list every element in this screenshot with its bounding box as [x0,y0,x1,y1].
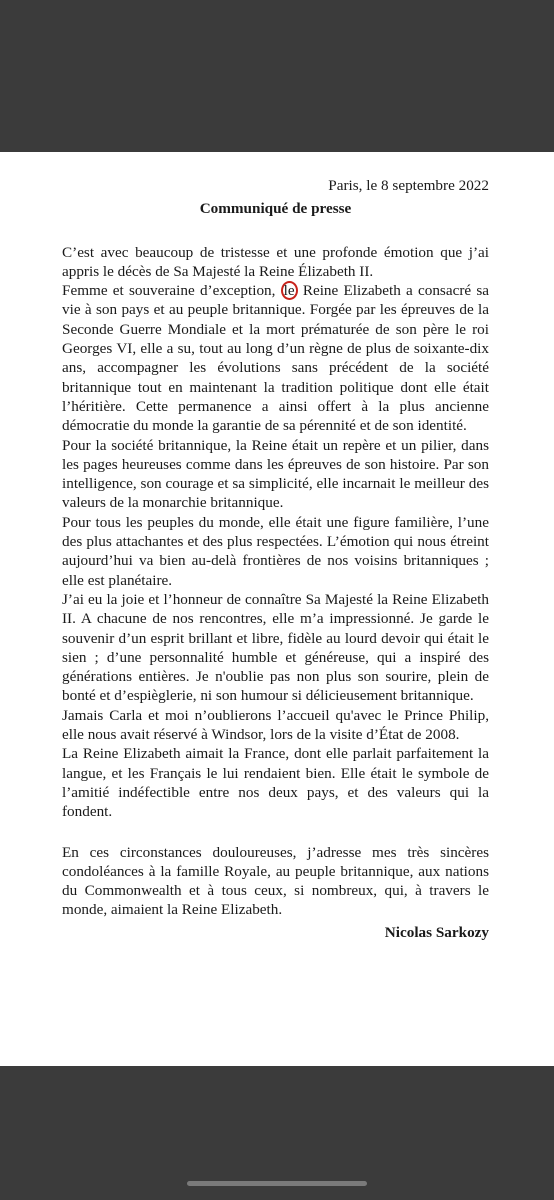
paragraph-6: Jamais Carla et moi n’oublierons l’accueil qu'avec le Prince Philip, elle nous avait réservé à Windsor, lors de la visite d’État de 2008. [62,706,489,744]
top-dark-band [0,0,554,152]
paragraph-2-start: Femme et souveraine d’exception, [62,282,281,300]
paragraph-5: J’ai eu la joie et l’honneur de connaître Sa Majesté la Reine Elizabeth II. A chacune de nos rencontres, elle m’a impressionné. Je garde le souvenir d’un esprit brillant et libre, fidèle au lourd devoir qui était le sien ; d’une personnalité humble et généreuse, qui a inspiré des générations entières. Je n'oublie pas non plus son sourire, plein de bonté et d’espièglerie, ni son humour si délicieusement britannique. [62,590,489,705]
paragraph-8: En ces circonstances douloureuses, j’adresse mes très sincères condoléances à la famille Royale, au peuple britannique, aux nations du Commonwealth et à tous ceux, si nombreux, qui, à travers le monde, aimaient la Reine Elizabeth. [62,843,489,919]
signature: Nicolas Sarkozy [384,923,489,941]
document-title: Communiqué de presse [199,200,352,218]
press-release-document [62,176,489,957]
paragraph-3: Pour la société britannique, la Reine était un repère et un pilier, dans les pages heureuses comme dans les épreuves de son histoire. Par son intelligence, son courage et sa simplicité, elle incarnait le meilleur des valeurs de la monarchie britannique. [62,436,489,512]
paragraph-2-rest: Reine Elizabeth a consacré sa vie à son pays et au peuple britannique. Forgée par les épreuves de la Seconde Guerre Mondiale et la mort prématurée de son père le roi Georges VI, elle a su, tout au long d’un règne de plus de soixante-dix ans, accompagner les évolutions sans précédent de la société britannique tout en maintenant la tradition politique dont elle était l’héritière. Cette permanence a ainsi offert à la plus ancienne démocratie du monde la garantie de sa pérennité et de son identité. [62,282,489,435]
paragraph-1: C’est avec beaucoup de tristesse et une profonde émotion que j’ai appris le décès de Sa Majesté la Reine Élizabeth II. [62,243,489,280]
home-indicator[interactable] [187,1181,367,1186]
paragraph-4: Pour tous les peuples du monde, elle était une figure familière, l’une des plus attachantes et des plus respectées. L’émotion qui nous étreint aujourd’hui va bien au-delà frontières de nos voisins britanniques ; elle est planétaire. [62,513,489,589]
press-release-page [0,152,554,1066]
red-circled-word: le [281,281,298,300]
paragraph-2 [62,281,489,435]
date-line: Paris, le 8 septembre 2022 [328,177,489,194]
paragraph-7: La Reine Elizabeth aimait la France, dont elle parlait parfaitement la langue, et les Français le lui rendaient bien. Elle était le symbole de l’amitié indéfectible entre nos deux pays, et des valeurs qui la fondent. [62,745,489,821]
bottom-dark-band [0,1066,554,1200]
